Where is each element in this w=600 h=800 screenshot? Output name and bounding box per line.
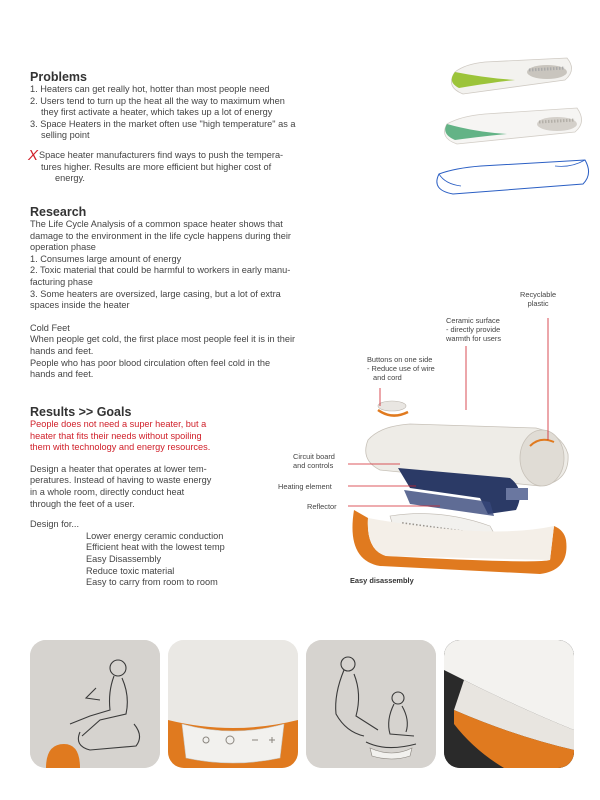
callout-text: Buttons on one side <box>367 355 433 364</box>
design-for-label: Design for... <box>30 519 80 530</box>
callout-text: - directly provide <box>446 325 501 334</box>
research-line: damage to the environment in the life cycle happens during their <box>30 230 291 241</box>
goal-statement-line: heater that fits their needs without spoiling <box>30 430 202 441</box>
callout-text: warmth for users <box>446 334 502 343</box>
heater-sketch-outline <box>437 160 589 194</box>
heater-render-stack <box>425 42 595 202</box>
results-heading: Results >> Goals <box>30 405 132 419</box>
callout-text: Circuit board <box>293 452 335 461</box>
seated-user-sketch <box>30 640 160 768</box>
goal-item: Lower energy ceramic conduction <box>86 530 224 541</box>
goals-list <box>30 531 290 589</box>
research-line: 2. Toxic material that could be harmful to workers in early manu- <box>30 265 291 276</box>
goal-item: Easy Disassembly <box>86 553 162 564</box>
thumb-product-edge <box>444 640 574 768</box>
callout-text: plastic <box>527 299 549 308</box>
results-section <box>30 405 290 589</box>
goal-item: Reduce toxic material <box>86 565 175 576</box>
research-line: 1. Consumes large amount of energy <box>30 253 182 264</box>
callout-buttons <box>367 355 435 382</box>
manufacturer-note <box>28 146 360 185</box>
cold-feet-line: People who has poor blood circulation often feel cold in the <box>30 357 271 368</box>
exploded-caption: Easy disassembly <box>350 576 414 585</box>
callout-text: - Reduce use of wire <box>367 364 435 373</box>
callout-text: and controls <box>293 461 334 470</box>
problems-section <box>30 70 360 185</box>
cold-feet-line: hands and feet. <box>30 369 94 380</box>
callout-reflector: Reflector <box>307 502 337 511</box>
callout-text: Recyclable <box>520 290 557 299</box>
heater-render-blue <box>445 108 582 144</box>
goal-item: Efficient heat with the lowest temp <box>86 542 225 553</box>
design-line: in a whole room, directly conduct heat <box>30 486 185 497</box>
goal-item: Easy to carry from room to room <box>86 577 218 588</box>
problem-line: 3. Space Heaters in the market often use "high temperature" as a <box>30 118 296 129</box>
callout-ceramic <box>446 316 501 343</box>
callout-recyclable <box>520 290 556 308</box>
problems-heading: Problems <box>30 70 87 84</box>
research-line: facturing phase <box>30 276 93 287</box>
goal-statement-line: People does not need a super heater, but a <box>30 419 207 429</box>
problem-line: selling point <box>41 130 90 141</box>
thumb-seated-user <box>30 640 160 768</box>
design-line: peratures. Instead of having to waste energy <box>30 475 212 486</box>
callout-circuit <box>293 452 335 470</box>
goal-statement-line: them with technology and energy resources. <box>30 442 211 453</box>
heater-render-green <box>451 58 571 94</box>
cold-feet-title: Cold Feet <box>30 322 70 333</box>
note-line: tures higher. Results are more efficient but higher cost of <box>41 161 272 172</box>
cold-feet-line: hands and feet. <box>30 345 94 356</box>
x-mark-icon: X <box>28 146 39 164</box>
problem-line: 1. Heaters can get really hot, hotter than most people need <box>30 84 270 94</box>
research-section <box>30 205 360 381</box>
cold-feet-line: When people get cold, the first place most people feel it is in their <box>30 334 296 345</box>
design-line: through the feet of a user. <box>30 498 135 509</box>
thumb-two-users <box>306 640 436 768</box>
callout-heating: Heating element <box>278 482 332 491</box>
research-heading: Research <box>30 205 87 219</box>
research-line: 3. Some heaters are oversized, large casing, but a lot of extra <box>30 288 281 299</box>
design-line: Design a heater that operates at lower tem- <box>30 463 207 474</box>
callout-text: and cord <box>373 373 402 382</box>
callout-text: Ceramic surface <box>446 316 500 325</box>
note-line: energy. <box>55 173 85 184</box>
research-line: spaces inside the heater <box>30 300 130 311</box>
research-line: The Life Cycle Analysis of a common space heater shows that <box>30 219 283 229</box>
product-edge-closeup <box>444 640 574 768</box>
thumb-control-panel <box>168 640 298 768</box>
problem-line: 2. Users tend to turn up the heat all the way to maximum when <box>30 95 285 106</box>
note-line: Space heater manufacturers find ways to push the tempera- <box>39 149 284 160</box>
problems-list <box>30 84 360 142</box>
problem-line: they first activate a heater, which takes up a lot of energy <box>41 107 273 118</box>
research-line: operation phase <box>30 242 96 253</box>
control-panel-closeup <box>168 640 298 768</box>
two-users-sketch <box>306 640 436 768</box>
